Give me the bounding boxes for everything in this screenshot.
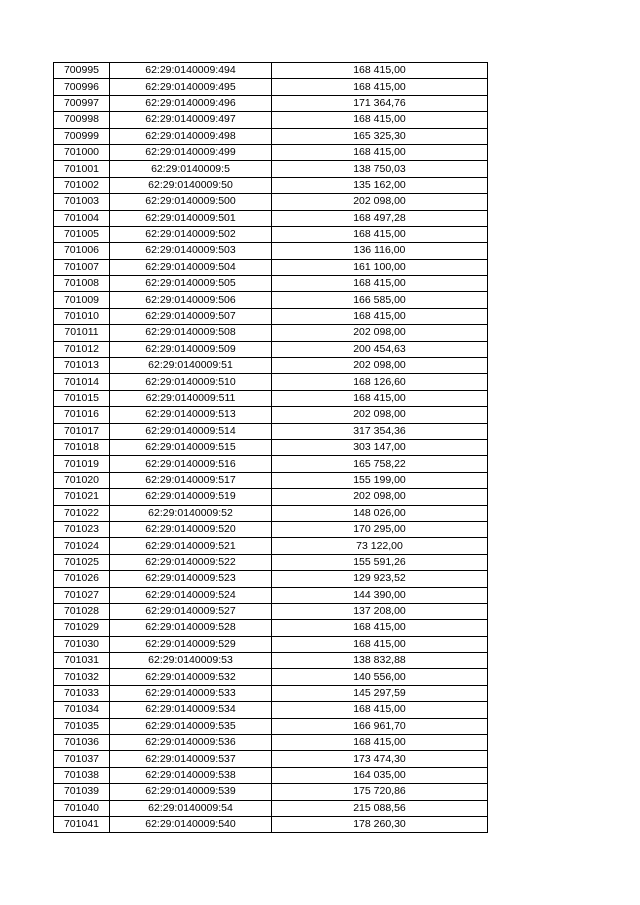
cadastral-number-cell: 62:29:0140009:494: [110, 63, 272, 79]
cadastral-number-cell: 62:29:0140009:529: [110, 636, 272, 652]
cadastral-value-cell: 168 415,00: [272, 63, 488, 79]
cadastral-value-cell: 168 415,00: [272, 702, 488, 718]
table-row: [54, 325, 488, 341]
table-row: [54, 112, 488, 128]
table-row: [54, 456, 488, 472]
cadastral-number-cell: 62:29:0140009:501: [110, 210, 272, 226]
table-row: [54, 226, 488, 242]
table-row: [54, 505, 488, 521]
row-number-cell: 700998: [54, 112, 110, 128]
cadastral-number-cell: 62:29:0140009:521: [110, 538, 272, 554]
table-row: [54, 800, 488, 816]
cadastral-number-cell: 62:29:0140009:520: [110, 521, 272, 537]
row-number-cell: 701007: [54, 259, 110, 275]
cadastral-value-cell: 155 591,26: [272, 554, 488, 570]
cadastral-value-cell: 166 961,70: [272, 718, 488, 734]
cadastral-number-cell: 62:29:0140009:536: [110, 735, 272, 751]
table-row: [54, 751, 488, 767]
row-number-cell: 701038: [54, 767, 110, 783]
row-number-cell: 701006: [54, 243, 110, 259]
cadastral-number-cell: 62:29:0140009:519: [110, 489, 272, 505]
row-number-cell: 701010: [54, 308, 110, 324]
row-number-cell: 701037: [54, 751, 110, 767]
row-number-cell: 701014: [54, 374, 110, 390]
cadastral-value-cell: 168 415,00: [272, 276, 488, 292]
table-row: [54, 308, 488, 324]
table-row: [54, 685, 488, 701]
row-number-cell: 700996: [54, 79, 110, 95]
cadastral-number-cell: 62:29:0140009:53: [110, 653, 272, 669]
cadastral-number-cell: 62:29:0140009:524: [110, 587, 272, 603]
cadastral-number-cell: 62:29:0140009:523: [110, 571, 272, 587]
cadastral-number-cell: 62:29:0140009:522: [110, 554, 272, 570]
row-number-cell: 701015: [54, 390, 110, 406]
cadastral-number-cell: 62:29:0140009:50: [110, 177, 272, 193]
cadastral-value-cell: 202 098,00: [272, 358, 488, 374]
table-row: [54, 161, 488, 177]
row-number-cell: 701001: [54, 161, 110, 177]
row-number-cell: 701012: [54, 341, 110, 357]
cadastral-value-cell: 168 415,00: [272, 226, 488, 242]
cadastral-value-cell: 161 100,00: [272, 259, 488, 275]
table-body: [54, 63, 488, 833]
table-row: [54, 276, 488, 292]
row-number-cell: 701000: [54, 144, 110, 160]
cadastral-number-cell: 62:29:0140009:515: [110, 439, 272, 455]
cadastral-number-cell: 62:29:0140009:506: [110, 292, 272, 308]
row-number-cell: 701009: [54, 292, 110, 308]
cadastral-number-cell: 62:29:0140009:517: [110, 472, 272, 488]
table-row: [54, 210, 488, 226]
cadastral-number-cell: 62:29:0140009:497: [110, 112, 272, 128]
row-number-cell: 700995: [54, 63, 110, 79]
cadastral-value-cell: 138 750,03: [272, 161, 488, 177]
table-row: [54, 194, 488, 210]
table-row: [54, 489, 488, 505]
row-number-cell: 701031: [54, 653, 110, 669]
cadastral-number-cell: 62:29:0140009:510: [110, 374, 272, 390]
table-row: [54, 95, 488, 111]
table-row: [54, 472, 488, 488]
cadastral-value-cell: 215 088,56: [272, 800, 488, 816]
cadastral-value-cell: 168 415,00: [272, 112, 488, 128]
row-number-cell: 701041: [54, 816, 110, 832]
row-number-cell: 701032: [54, 669, 110, 685]
cadastral-value-cell: 168 126,60: [272, 374, 488, 390]
table-row: [54, 669, 488, 685]
cadastral-value-cell: 137 208,00: [272, 603, 488, 619]
cadastral-number-cell: 62:29:0140009:537: [110, 751, 272, 767]
cadastral-number-cell: 62:29:0140009:54: [110, 800, 272, 816]
row-number-cell: 701019: [54, 456, 110, 472]
cadastral-value-cell: 168 497,28: [272, 210, 488, 226]
row-number-cell: 701005: [54, 226, 110, 242]
table-row: [54, 259, 488, 275]
table-row: [54, 341, 488, 357]
cadastral-value-cell: 168 415,00: [272, 79, 488, 95]
row-number-cell: 701034: [54, 702, 110, 718]
row-number-cell: 701008: [54, 276, 110, 292]
row-number-cell: 701016: [54, 407, 110, 423]
cadastral-value-cell: 165 325,30: [272, 128, 488, 144]
row-number-cell: 701025: [54, 554, 110, 570]
table-row: [54, 636, 488, 652]
table-row: [54, 63, 488, 79]
cadastral-value-cell: 175 720,86: [272, 784, 488, 800]
row-number-cell: 701024: [54, 538, 110, 554]
cadastral-value-cell: 303 147,00: [272, 439, 488, 455]
table-row: [54, 292, 488, 308]
cadastral-value-cell: 168 415,00: [272, 620, 488, 636]
table-row: [54, 79, 488, 95]
row-number-cell: 701023: [54, 521, 110, 537]
cadastral-number-cell: 62:29:0140009:503: [110, 243, 272, 259]
cadastral-number-cell: 62:29:0140009:496: [110, 95, 272, 111]
cadastral-number-cell: 62:29:0140009:52: [110, 505, 272, 521]
cadastral-number-cell: 62:29:0140009:505: [110, 276, 272, 292]
row-number-cell: 701003: [54, 194, 110, 210]
cadastral-value-cell: 166 585,00: [272, 292, 488, 308]
cadastral-number-cell: 62:29:0140009:495: [110, 79, 272, 95]
cadastral-number-cell: 62:29:0140009:5: [110, 161, 272, 177]
cadastral-value-cell: 138 832,88: [272, 653, 488, 669]
row-number-cell: 701036: [54, 735, 110, 751]
table-row: [54, 374, 488, 390]
row-number-cell: 701035: [54, 718, 110, 734]
cadastral-value-cell: 155 199,00: [272, 472, 488, 488]
cadastral-value-cell: 168 415,00: [272, 390, 488, 406]
row-number-cell: 701013: [54, 358, 110, 374]
cadastral-value-cell: 171 364,76: [272, 95, 488, 111]
table-row: [54, 390, 488, 406]
cadastral-number-cell: 62:29:0140009:534: [110, 702, 272, 718]
cadastral-value-cell: 202 098,00: [272, 489, 488, 505]
cadastral-value-cell: 173 474,30: [272, 751, 488, 767]
cadastral-number-cell: 62:29:0140009:535: [110, 718, 272, 734]
cadastral-value-cell: 168 415,00: [272, 308, 488, 324]
cadastral-value-cell: 168 415,00: [272, 735, 488, 751]
cadastral-value-cell: 202 098,00: [272, 194, 488, 210]
cadastral-number-cell: 62:29:0140009:498: [110, 128, 272, 144]
table-row: [54, 554, 488, 570]
cadastral-number-cell: 62:29:0140009:507: [110, 308, 272, 324]
table-row: [54, 144, 488, 160]
cadastral-number-cell: 62:29:0140009:538: [110, 767, 272, 783]
row-number-cell: 701017: [54, 423, 110, 439]
cadastral-number-cell: 62:29:0140009:527: [110, 603, 272, 619]
cadastral-number-cell: 62:29:0140009:513: [110, 407, 272, 423]
cadastral-number-cell: 62:29:0140009:502: [110, 226, 272, 242]
table-row: [54, 177, 488, 193]
cadastral-number-cell: 62:29:0140009:532: [110, 669, 272, 685]
cadastral-number-cell: 62:29:0140009:540: [110, 816, 272, 832]
cadastral-value-cell: 170 295,00: [272, 521, 488, 537]
row-number-cell: 701004: [54, 210, 110, 226]
cadastral-value-cell: 202 098,00: [272, 325, 488, 341]
cadastral-value-cell: 200 454,63: [272, 341, 488, 357]
cadastral-number-cell: 62:29:0140009:514: [110, 423, 272, 439]
row-number-cell: 701018: [54, 439, 110, 455]
row-number-cell: 701020: [54, 472, 110, 488]
cadastral-value-cell: 164 035,00: [272, 767, 488, 783]
table-row: [54, 784, 488, 800]
row-number-cell: 701030: [54, 636, 110, 652]
row-number-cell: 701002: [54, 177, 110, 193]
table-row: [54, 571, 488, 587]
table-row: [54, 735, 488, 751]
cadastral-number-cell: 62:29:0140009:511: [110, 390, 272, 406]
row-number-cell: 701028: [54, 603, 110, 619]
cadastral-value-cell: 168 415,00: [272, 636, 488, 652]
table-row: [54, 538, 488, 554]
cadastral-value-cell: 135 162,00: [272, 177, 488, 193]
cadastral-value-cell: 73 122,00: [272, 538, 488, 554]
row-number-cell: 701022: [54, 505, 110, 521]
row-number-cell: 701026: [54, 571, 110, 587]
table-row: [54, 620, 488, 636]
cadastral-value-cell: 202 098,00: [272, 407, 488, 423]
cadastral-value-cell: 178 260,30: [272, 816, 488, 832]
cadastral-number-cell: 62:29:0140009:539: [110, 784, 272, 800]
table-row: [54, 702, 488, 718]
cadastral-value-cell: 317 354,36: [272, 423, 488, 439]
table-row: [54, 816, 488, 832]
table-row: [54, 423, 488, 439]
cadastral-value-cell: 144 390,00: [272, 587, 488, 603]
cadastral-value-cell: 168 415,00: [272, 144, 488, 160]
cadastral-number-cell: 62:29:0140009:499: [110, 144, 272, 160]
row-number-cell: 701029: [54, 620, 110, 636]
row-number-cell: 701039: [54, 784, 110, 800]
cadastral-number-cell: 62:29:0140009:504: [110, 259, 272, 275]
table-row: [54, 128, 488, 144]
row-number-cell: 700997: [54, 95, 110, 111]
cadastral-number-cell: 62:29:0140009:516: [110, 456, 272, 472]
table-row: [54, 358, 488, 374]
cadastral-number-cell: 62:29:0140009:508: [110, 325, 272, 341]
row-number-cell: 700999: [54, 128, 110, 144]
table-row: [54, 521, 488, 537]
table-row: [54, 718, 488, 734]
cadastral-value-cell: 136 116,00: [272, 243, 488, 259]
table-row: [54, 653, 488, 669]
cadastral-number-cell: 62:29:0140009:533: [110, 685, 272, 701]
row-number-cell: 701033: [54, 685, 110, 701]
cadastral-number-cell: 62:29:0140009:509: [110, 341, 272, 357]
row-number-cell: 701040: [54, 800, 110, 816]
row-number-cell: 701011: [54, 325, 110, 341]
table-row: [54, 767, 488, 783]
cadastral-number-cell: 62:29:0140009:51: [110, 358, 272, 374]
cadastral-value-table: [53, 62, 488, 833]
cadastral-value-cell: 129 923,52: [272, 571, 488, 587]
cadastral-value-cell: 140 556,00: [272, 669, 488, 685]
table-row: [54, 407, 488, 423]
row-number-cell: 701027: [54, 587, 110, 603]
table-row: [54, 243, 488, 259]
table-row: [54, 587, 488, 603]
cadastral-value-cell: 148 026,00: [272, 505, 488, 521]
table-row: [54, 603, 488, 619]
cadastral-number-cell: 62:29:0140009:500: [110, 194, 272, 210]
cadastral-number-cell: 62:29:0140009:528: [110, 620, 272, 636]
cadastral-value-cell: 145 297,59: [272, 685, 488, 701]
cadastral-value-cell: 165 758,22: [272, 456, 488, 472]
row-number-cell: 701021: [54, 489, 110, 505]
table-row: [54, 439, 488, 455]
